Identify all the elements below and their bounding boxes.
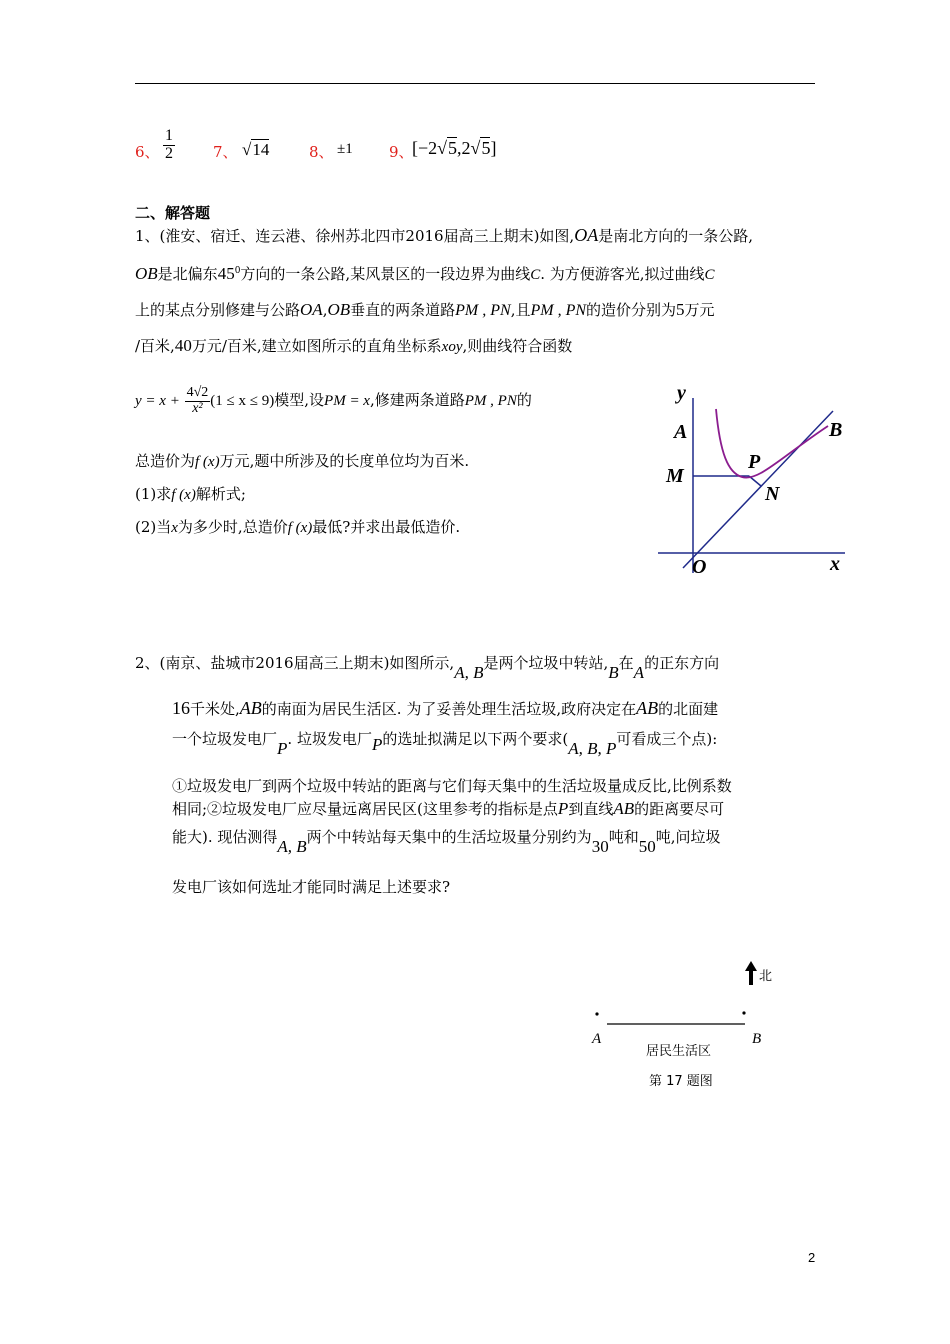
label-x: x [830, 553, 840, 575]
math-forty: 40 [174, 336, 192, 355]
q1-text: 1、(淮安、宿迁、连云港、徐州苏北四市2016届高三上期末)如图, [135, 227, 575, 245]
q1-text: ,修建两条道路 [369, 391, 465, 410]
answer-7-radicand: 14 [252, 140, 270, 159]
math-a: A [633, 663, 645, 682]
q1-text: 上的某点分别修建与公路 [135, 301, 301, 319]
answer-7-value: √14 [242, 140, 270, 159]
q2-line-2 [172, 698, 718, 719]
q1-part-2 [135, 516, 460, 537]
q2-text: 千米处, [190, 700, 240, 718]
label-b: B [829, 419, 843, 441]
math-p: P [371, 735, 383, 754]
q1-line-1 [135, 225, 753, 246]
math-p: P [557, 799, 569, 818]
q2-text: 的距离要尽可 [634, 800, 725, 818]
math-ob: OB [135, 264, 158, 283]
answer-9-value: [−2√5,2√5] [412, 138, 497, 158]
math-degree-value: 45 [217, 264, 235, 283]
section-heading: 二、解答题 [135, 204, 211, 222]
math-ab: AB [613, 799, 635, 818]
math-ab: AB [239, 698, 262, 718]
q2-text: 的选址拟满足以下两个要求( [382, 730, 569, 748]
math-ab: AB [636, 698, 659, 718]
q1-text: 是南北方向的一条公路, [598, 227, 753, 245]
math-a-b: A, B [454, 663, 484, 682]
page-number: 2 [808, 1250, 816, 1265]
q2-text: 的北面建 [658, 700, 719, 718]
math-p: P [277, 739, 288, 758]
q2-text: 两个中转站每天集中的生活垃圾量分别约为 [306, 828, 592, 846]
figure-1-coordinate-diagram [650, 378, 850, 583]
q2-text: 在 [618, 654, 634, 672]
q2-text: 吨和 [608, 828, 639, 846]
answer-6-fraction [163, 128, 175, 163]
label-n: N [765, 483, 780, 505]
q2-text: 一个垃圾发电厂 [172, 730, 278, 748]
math-fx: f (x) [171, 487, 196, 503]
q1-line-4 [135, 335, 572, 356]
q1-line-2: OB是北偏东$45^0$方向的一条公路,某风景区的一段边界为曲线C. 为方便游客光,拟过曲线C [135, 264, 715, 283]
q2-text: . 垃圾发电厂 [287, 730, 372, 748]
q2-line-7: 发电厂该如何选址才能同时满足上述要求? [172, 878, 451, 896]
math-function-numerator: 4√2 [186, 385, 209, 400]
q2-text: 2、(南京、盐城市2016届高三上期末)如图所示, [135, 654, 455, 672]
answer-9-open: [ [412, 138, 418, 158]
q2-text: 的正东方向 [644, 654, 720, 672]
figure-caption: 第 17 题图 [649, 1074, 713, 1089]
answer-6-label: 6、 [135, 143, 160, 161]
q1-text: 的造价分别为 [586, 301, 677, 319]
math-fifty: 50 [638, 837, 656, 856]
answer-9-close: ] [490, 138, 497, 158]
q1-text: 最低?并求出最低造价. [312, 518, 461, 536]
answer-7-label: 7、 [213, 143, 238, 161]
q1-text: 方向的一条公路,某风景区的一段边界为曲线 [240, 265, 531, 283]
q2-line-3 [172, 728, 718, 758]
math-pm-pn: PM , PN [530, 302, 587, 319]
math-fx: f (x) [287, 520, 313, 536]
label-o: O [692, 556, 707, 578]
q1-text: 万元/百米,建立如图所示的直角坐标系 [191, 337, 442, 355]
math-c: C [530, 267, 541, 283]
q1-text: 是北偏东 [157, 265, 218, 283]
q2-text: 是两个垃圾中转站, [483, 654, 609, 672]
point-b-dot [742, 1011, 745, 1014]
q1-text: 万元,题中所涉及的长度单位均为百米. [219, 452, 470, 470]
north-label: 北 [759, 969, 773, 984]
q1-text: 的 [516, 391, 532, 410]
q2-text: 的南面为居民生活区. 为了妥善处理生活垃圾,政府决定在 [261, 700, 637, 718]
q1-text: 为多少时,总造价 [177, 518, 288, 536]
q2-line-1 [135, 652, 720, 682]
math-thirty: 30 [591, 837, 609, 856]
answer-8-value: ±1 [337, 141, 353, 157]
answer-6-denominator: 2 [165, 144, 173, 162]
label-y: y [677, 382, 686, 404]
math-pm-eq-x: PM = x [324, 393, 370, 410]
q1-line-5 [135, 386, 532, 416]
answer-9-mid: ,2 [457, 138, 471, 158]
math-c: C [704, 267, 715, 283]
north-arrow-shaft [749, 969, 753, 985]
q1-text: 解析式; [195, 485, 246, 503]
answer-9-radicand-2: 5 [481, 138, 491, 158]
q2-text: 能大). 现估测得 [172, 828, 278, 846]
label-m: M [666, 465, 684, 487]
math-function-range: (1 ≤ x ≤ 9) [210, 393, 275, 410]
answer-8-label: 8、 [309, 143, 334, 161]
label-a: A [674, 421, 688, 443]
answer-6-numerator: 1 [165, 127, 173, 144]
answer-9-label: 9、 [389, 143, 414, 161]
math-ob: OB [327, 300, 351, 319]
q1-text: ,且 [510, 301, 531, 319]
math-x: x [171, 520, 178, 536]
road-ob-line [683, 411, 833, 568]
point-a-dot [595, 1012, 598, 1015]
q1-line-6 [135, 450, 469, 471]
q2-line-6 [172, 826, 721, 856]
math-fx: f (x) [195, 454, 220, 470]
math-xoy: xoy [441, 339, 463, 355]
math-pm-pn: PM , PN [464, 393, 517, 410]
math-sixteen: 16 [172, 698, 190, 718]
math-five: 5 [676, 300, 685, 319]
q1-text: (2)当 [135, 518, 172, 536]
q1-part-1 [135, 483, 246, 504]
answer-9-left: −2 [418, 138, 438, 158]
math-a-b-p: A, B, P [568, 739, 617, 758]
math-function-lhs: y = x + [135, 393, 180, 410]
math-oa: OA [300, 300, 323, 319]
q2-text: 吨,问垃圾 [655, 828, 721, 846]
answer-9-radicand-1: 5 [448, 138, 458, 158]
q1-text: /百米, [135, 337, 175, 355]
q1-text: (1)求 [135, 485, 172, 503]
math-pm-pn: PM , PN [455, 302, 511, 319]
q2-text: 到直线 [568, 800, 614, 818]
label-a: A [592, 1031, 602, 1047]
residential-area-label: 居民生活区 [646, 1044, 712, 1059]
q1-text: . 为方便游客光,拟过曲线 [540, 265, 705, 283]
north-arrow-icon [745, 961, 757, 971]
header-rule [135, 83, 815, 84]
math-oa: OA [574, 225, 599, 245]
q1-text: ,则曲线符合函数 [462, 337, 573, 355]
q1-text: 万元 [684, 301, 715, 319]
math-function-denominator: x² [192, 400, 203, 416]
figure-2-map-diagram [585, 958, 785, 1093]
math-b: B [608, 663, 619, 682]
q2-text: 可看成三个点): [616, 730, 718, 748]
q1-text: 垂直的两条道路 [350, 301, 456, 319]
math-a-b: A, B [277, 837, 307, 856]
q2-line-4: ①垃圾发电厂到两个垃圾中转站的距离与它们每天集中的生活垃圾量成反比,比例系数 [172, 777, 732, 795]
q1-text: 总造价为 [135, 452, 196, 470]
q1-text: 模型,设 [274, 391, 325, 410]
q1-line-3: 上的某点分别修建与公路OA,OB垂直的两条道路PM , PN,且PM , PN的造价分别为5万元 [135, 300, 715, 319]
label-b: B [752, 1031, 762, 1047]
label-p: P [748, 451, 761, 473]
q2-line-5 [172, 798, 724, 819]
boundary-curve-c [716, 409, 828, 478]
q2-text: 相同;②垃圾发电厂应尽量远离居民区(这里参考的指标是点 [172, 800, 558, 818]
